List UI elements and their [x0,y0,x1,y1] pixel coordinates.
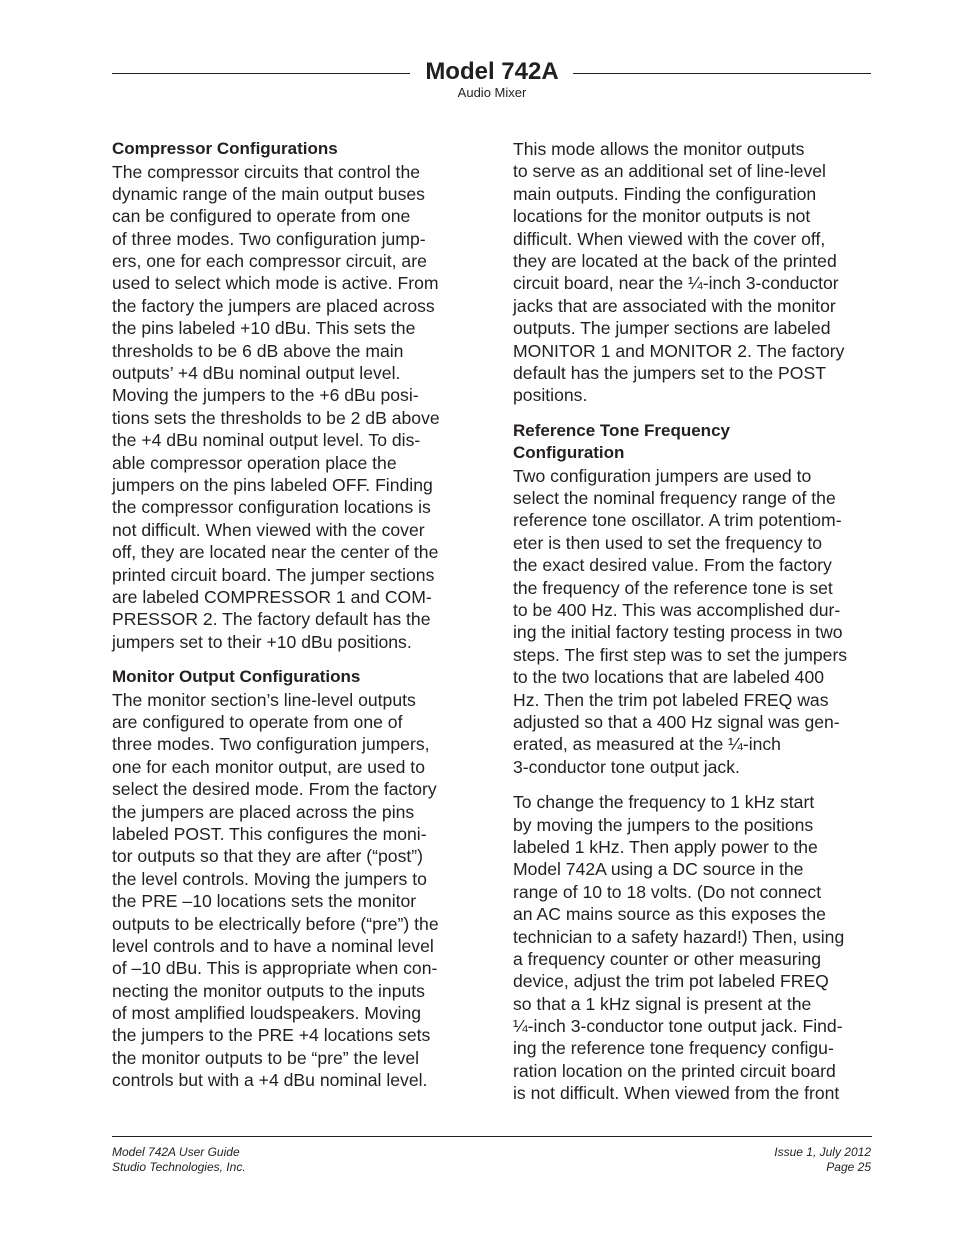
text-line: technician to a safety hazard!) Then, using [513,926,845,947]
reftone-heading-line2: Configuration [513,443,625,463]
text-line: so that a 1 kHz signal is present at the [513,993,812,1014]
footer-rule [112,1136,872,1137]
text-line: erated, as measured at the ¼-inch [513,734,781,755]
right-column [513,138,875,1105]
text-line: the level controls. Moving the jumpers to [112,868,427,889]
compressor-heading: Compressor Configurations [112,139,338,158]
text-line: steps. The first step was to set the jumpers [513,644,848,665]
monitor-continued-paragraph [513,138,875,407]
text-line: outputs. The jumper sections are labeled [513,318,831,339]
text-line: Model 742A using a DC source in the [513,859,804,880]
text-line: not difficult. When viewed with the cover [112,519,425,540]
text-line: ers, one for each compressor circuit, are [112,251,427,272]
text-line: device, adjust the trim pot labeled FREQ [513,971,829,992]
text-line: The monitor section’s line-level outputs [112,689,416,710]
text-line: ing the initial factory testing process in two [513,622,843,643]
text-line: circuit board, near the ¼-inch 3-conductor [513,273,839,294]
monitor-paragraph [112,689,474,1092]
text-line: eter is then used to set the frequency to [513,532,823,553]
text-line: of –10 dBu. This is appropriate when con- [112,958,438,979]
text-line: they are located at the back of the printed [513,250,837,271]
text-line: default has the jumpers set to the POST [513,362,826,383]
text-line: ¼-inch 3-conductor tone output jack. Find- [513,1016,843,1037]
page-subtitle: Audio Mixer [457,85,527,100]
text-line: the +4 dBu nominal output level. To dis- [112,430,421,451]
footer-issue: Issue 1, July 2012 [774,1145,871,1159]
text-line: tions sets the thresholds to be 2 dB above [112,407,440,428]
text-line: the frequency of the reference tone is set [513,577,833,598]
text-line: jumpers on the pins labeled OFF. Finding [112,474,433,495]
footer-left [112,1145,246,1175]
footer-company: Studio Technologies, Inc. [112,1160,246,1174]
text-line: tor outputs so that they are after (“post”) [112,846,423,867]
text-line: locations for the monitor outputs is not [513,206,811,227]
text-line: labeled POST. This configures the moni- [112,823,427,844]
text-line: ration location on the printed circuit board [513,1060,836,1081]
text-line: controls but with a +4 dBu nominal level. [112,1070,428,1091]
text-line: printed circuit board. The jumper sections [112,564,435,585]
text-line: outputs to be electrically before (“pre”) the [112,913,439,934]
text-line: can be configured to operate from one [112,206,411,227]
text-line: able compressor operation place the [112,452,397,473]
text-line: 3-conductor tone output jack. [513,756,740,777]
text-line: main outputs. Finding the configuration [513,183,817,204]
text-line: the PRE –10 locations sets the monitor [112,891,417,912]
text-line: range of 10 to 18 volts. (Do not connect [513,881,822,902]
monitor-heading: Monitor Output Configurations [112,667,361,687]
text-line: are configured to operate from one of [112,711,403,732]
left-column [112,138,474,1092]
text-line: This mode allows the monitor outputs [513,139,805,159]
text-line: thresholds to be 6 dB above the main [112,340,404,361]
text-line: to the two locations that are labeled 400 [513,667,825,688]
paragraph-gap [513,778,875,791]
text-line: is not difficult. When viewed from the front [513,1083,840,1104]
text-line: three modes. Two configuration jumpers, [112,734,430,755]
text-line: the monitor outputs to be “pre” the level [112,1047,420,1068]
text-line: by moving the jumpers to the positions [513,814,814,835]
text-line: adjusted so that a 400 Hz signal was gen- [513,711,840,732]
text-line: positions. [513,385,588,406]
text-line: to be 400 Hz. This was accomplished dur- [513,600,841,621]
footer-page-number: Page 25 [826,1160,871,1174]
text-line: are labeled COMPRESSOR 1 and COM- [112,586,432,607]
text-line: labeled 1 kHz. Then apply power to the [513,836,818,857]
text-line: of three modes. Two configuration jump- [112,228,426,249]
text-line: select the desired mode. From the factory [112,779,437,800]
page-title: Model 742A [425,58,559,85]
reftone-paragraph [513,465,875,778]
text-line: the compressor configuration locations is [112,497,431,518]
text-line: To change the frequency to 1 kHz start [513,792,815,813]
text-line: jumpers set to their +10 dBu positions. [112,631,412,652]
paragraph-gap [112,653,474,666]
text-line: Moving the jumpers to the +6 dBu posi- [112,385,419,406]
text-line: the jumpers are placed across the pins [112,801,415,822]
compressor-paragraph [112,161,474,654]
text-line: the factory the jumpers are placed across [112,295,435,316]
text-line: Two configuration jumpers are used to [513,465,812,486]
text-line: Hz. Then the trim pot labeled FREQ was [513,689,829,710]
text-line: the pins labeled +10 dBu. This sets the [112,318,416,339]
text-line: the exact desired value. From the factory [513,555,832,576]
reftone-change-paragraph [513,791,875,1104]
text-line: one for each monitor output, are used to [112,756,425,777]
text-line: MONITOR 1 and MONITOR 2. The factory [513,340,845,361]
text-line: a frequency counter or other measuring [513,948,822,969]
footer-right [774,1145,871,1175]
text-line: jacks that are associated with the monitor [513,295,836,316]
text-line: PRESSOR 2. The factory default has the [112,609,431,630]
text-line: necting the monitor outputs to the inputs [112,980,425,1001]
text-line: of most amplified loudspeakers. Moving [112,1003,422,1024]
footer-guide-title: Model 742A User Guide [112,1145,240,1159]
text-line: off, they are located near the center of the [112,542,439,563]
text-line: to serve as an additional set of line-level [513,161,826,182]
text-line: The compressor circuits that control the [112,161,421,182]
header-rule-right [573,73,871,74]
text-line: an AC mains source as this exposes the [513,904,826,925]
header-rule-left [112,73,410,74]
text-line: select the nominal frequency range of the [513,488,836,509]
text-line: outputs’ +4 dBu nominal output level. [112,363,401,384]
text-line: level controls and to have a nominal level [112,935,434,956]
text-line: reference tone oscillator. A trim potentiom- [513,510,842,531]
reftone-heading-line1: Reference Tone Frequency [513,420,730,440]
paragraph-gap [513,407,875,420]
text-line: used to select which mode is active. From [112,273,439,294]
text-line: the jumpers to the PRE +4 locations sets [112,1025,431,1046]
text-line: dynamic range of the main output buses [112,183,425,204]
text-line: ing the reference tone frequency configu- [513,1038,834,1059]
text-line: difficult. When viewed with the cover off, [513,228,826,249]
